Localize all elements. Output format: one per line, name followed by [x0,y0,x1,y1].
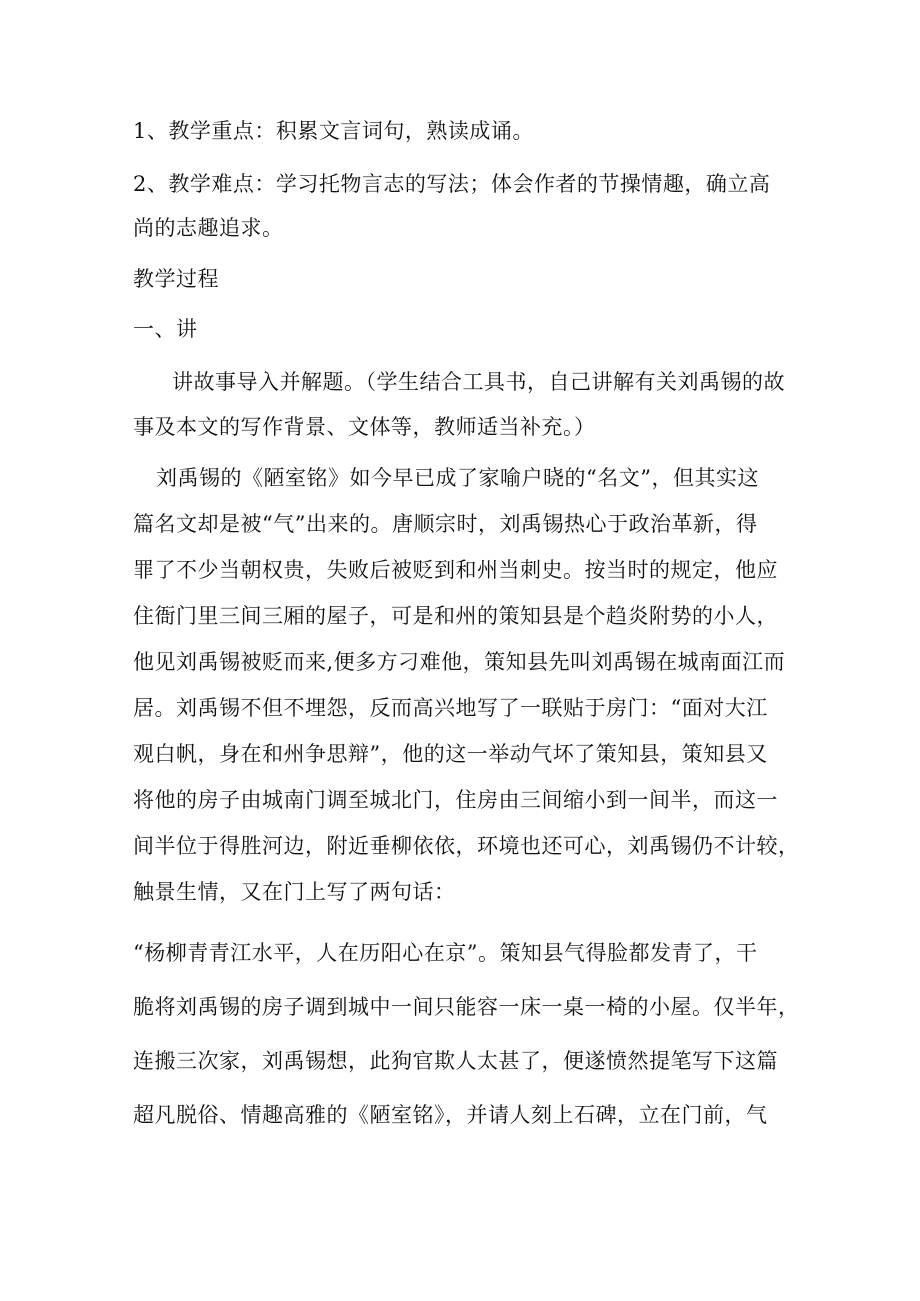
key-point-line: 1、教学重点：积累文言词句，熟读成诵。 [133,119,534,143]
paragraph-line: 住衙门里三间三厢的屋子，可是和州的策知县是个趋炎附势的小人， [133,604,778,628]
paragraph-line: 超凡脱俗、情趣高雅的《陋室铭》，并请人刻上石碑，立在门前，气 [133,1103,768,1127]
paragraph-line: 居。刘禹锡不但不埋怨，反而高兴地写了一联贴于房门：“面对大江 [133,696,768,720]
paragraph-line: 触景生情，又在门上写了两句话： [133,880,456,904]
paragraph-line: 将他的房子由城南门调至城北门，住房由三间缩小到一间半，而这一 [133,788,778,812]
paragraph-line: 讲故事导入并解题。（学生结合工具书，自己讲解有关刘禹锡的故 [172,370,785,394]
paragraph-line: 篇名文却是被“气”出来的。唐顺宗时，刘禹锡热心于政治革新，得 [133,512,758,536]
paragraph-line: 连搬三次家，刘禹锡想，此狗官欺人太甚了，便遂愤然提笔写下这篇 [133,1049,778,1073]
paragraph-line: 刘禹锡的《陋室铭》如今早已成了家喻户晓的“名文”，但其实这 [156,466,759,490]
paragraph-line: 间半位于得胜河边，附近垂柳依依，环境也还可心，刘禹锡仍不计较， [133,834,800,858]
paragraph-line: 脆将刘禹锡的房子调到城中一间只能容一床一桌一椅的小屋。仅半年， [133,995,800,1019]
paragraph-line: 罪了不少当朝权贵，失败后被贬到和州当刺史。按当时的规定，他应 [133,558,778,582]
difficult-point-line: 2、教学难点：学习托物言志的写法；体会作者的节操情趣，确立高 [133,172,771,196]
paragraph-line: 事及本文的写作背景、文体等，教师适当补充。） [133,415,596,439]
difficult-point-line-cont: 尚的志趣追求。 [133,216,284,240]
section-heading-teaching-process: 教学过程 [133,267,219,291]
paragraph-line: “杨柳青青江水平，人在历阳心在京”。策知县气得脸都发青了，干 [133,941,758,965]
paragraph-line: 他见刘禹锡被贬而来,便多方刁难他，策知县先叫刘禹锡在城南面江而 [133,650,786,674]
paragraph-line: 观白帆，身在和州争思辩”，他的这一举动气坏了策知县，策知县又 [133,742,768,766]
subsection-heading-lecture: 一、讲 [133,317,198,341]
